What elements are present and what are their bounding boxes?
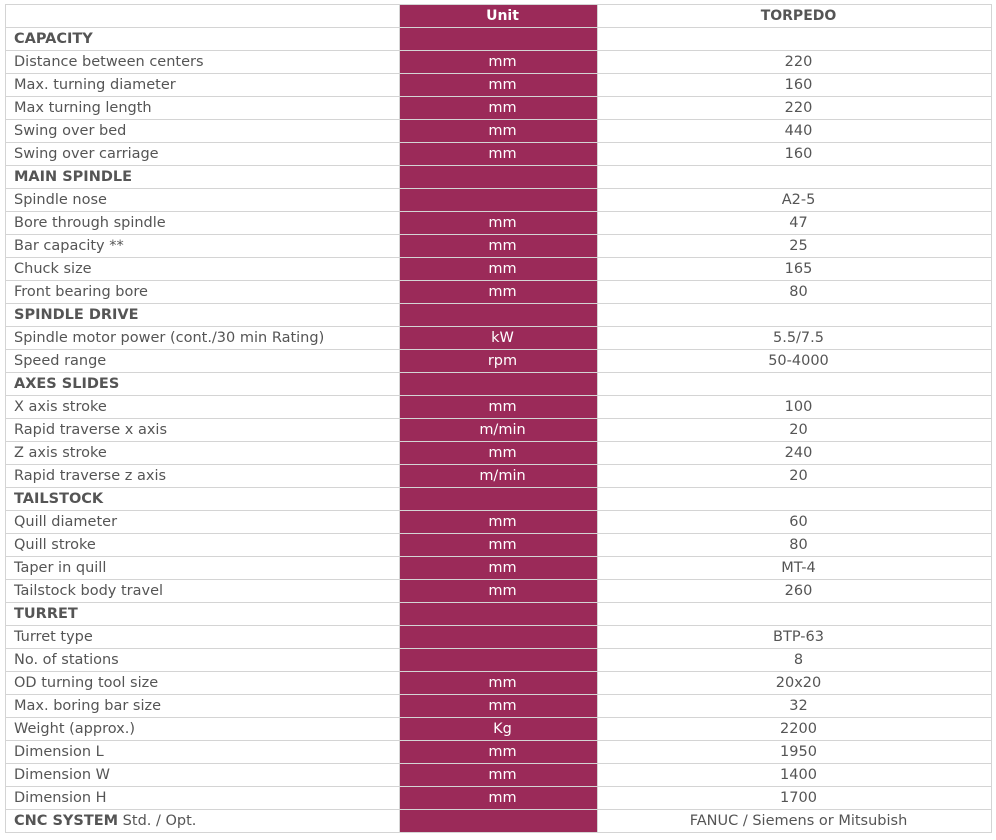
parameter-label: Spindle motor power (cont./30 min Rating) <box>6 327 400 350</box>
parameter-label: Tailstock body travel <box>6 580 400 603</box>
value-cell: 100 <box>598 396 992 419</box>
value-cell: 20 <box>598 465 992 488</box>
table-row <box>6 51 992 74</box>
parameter-label-suffix: Std. / Opt. <box>118 813 197 829</box>
value-cell: 1950 <box>598 741 992 764</box>
unit-cell: mm <box>400 97 598 120</box>
unit-cell <box>400 166 598 189</box>
unit-cell: mm <box>400 672 598 695</box>
section-heading: SPINDLE DRIVE <box>6 304 400 327</box>
value-cell: FANUC / Siemens or Mitsubish <box>598 810 992 833</box>
table-row <box>6 649 992 672</box>
section-row <box>6 28 992 51</box>
parameter-label: Rapid traverse x axis <box>6 419 400 442</box>
section-row <box>6 373 992 396</box>
value-cell: 1400 <box>598 764 992 787</box>
section-row <box>6 166 992 189</box>
parameter-label: Dimension W <box>6 764 400 787</box>
unit-cell: m/min <box>400 465 598 488</box>
parameter-label: Dimension L <box>6 741 400 764</box>
table-row <box>6 764 992 787</box>
value-cell <box>598 488 992 511</box>
table-row <box>6 396 992 419</box>
value-cell <box>598 166 992 189</box>
section-row <box>6 488 992 511</box>
unit-cell: rpm <box>400 350 598 373</box>
parameter-label: Chuck size <box>6 258 400 281</box>
header-parameter-cell <box>6 5 400 28</box>
value-cell: 50-4000 <box>598 350 992 373</box>
value-cell: 1700 <box>598 787 992 810</box>
header-unit-cell: Unit <box>400 5 598 28</box>
unit-cell: mm <box>400 787 598 810</box>
parameter-label: Weight (approx.) <box>6 718 400 741</box>
parameter-label: Z axis stroke <box>6 442 400 465</box>
parameter-label: No. of stations <box>6 649 400 672</box>
unit-cell: mm <box>400 212 598 235</box>
unit-cell: mm <box>400 143 598 166</box>
section-heading: MAIN SPINDLE <box>6 166 400 189</box>
section-heading: TURRET <box>6 603 400 626</box>
table-row <box>6 810 992 833</box>
table-row <box>6 189 992 212</box>
parameter-label-bold: CNC SYSTEM <box>14 813 119 829</box>
value-cell: 32 <box>598 695 992 718</box>
section-heading: CAPACITY <box>6 28 400 51</box>
unit-cell: kW <box>400 327 598 350</box>
unit-cell: mm <box>400 442 598 465</box>
table-header-row <box>6 5 992 28</box>
value-cell: 80 <box>598 534 992 557</box>
unit-cell: mm <box>400 120 598 143</box>
parameter-label: Taper in quill <box>6 557 400 580</box>
table-row <box>6 235 992 258</box>
value-cell: 165 <box>598 258 992 281</box>
value-cell <box>598 603 992 626</box>
table-row <box>6 419 992 442</box>
value-cell: 8 <box>598 649 992 672</box>
parameter-label: X axis stroke <box>6 396 400 419</box>
value-cell: 20x20 <box>598 672 992 695</box>
parameter-label: Rapid traverse z axis <box>6 465 400 488</box>
table-row <box>6 350 992 373</box>
value-cell: 5.5/7.5 <box>598 327 992 350</box>
unit-cell <box>400 373 598 396</box>
unit-cell: mm <box>400 695 598 718</box>
table-row <box>6 212 992 235</box>
table-row <box>6 718 992 741</box>
value-cell <box>598 28 992 51</box>
parameter-label: OD turning tool size <box>6 672 400 695</box>
table-row <box>6 534 992 557</box>
parameter-label: Bore through spindle <box>6 212 400 235</box>
value-cell: 20 <box>598 419 992 442</box>
parameter-label: Quill stroke <box>6 534 400 557</box>
value-cell: BTP-63 <box>598 626 992 649</box>
unit-cell <box>400 649 598 672</box>
unit-cell: mm <box>400 580 598 603</box>
parameter-label: Quill diameter <box>6 511 400 534</box>
value-cell: 160 <box>598 143 992 166</box>
unit-cell: mm <box>400 74 598 97</box>
table-row <box>6 97 992 120</box>
table-row <box>6 787 992 810</box>
parameter-label: Speed range <box>6 350 400 373</box>
section-heading: TAILSTOCK <box>6 488 400 511</box>
parameter-label: Max turning length <box>6 97 400 120</box>
unit-cell: mm <box>400 235 598 258</box>
value-cell: 220 <box>598 51 992 74</box>
value-cell: 60 <box>598 511 992 534</box>
section-heading: AXES SLIDES <box>6 373 400 396</box>
table-row <box>6 580 992 603</box>
parameter-label: Swing over bed <box>6 120 400 143</box>
value-cell: 80 <box>598 281 992 304</box>
unit-cell: mm <box>400 741 598 764</box>
value-cell <box>598 373 992 396</box>
value-cell: 440 <box>598 120 992 143</box>
table-row <box>6 741 992 764</box>
unit-cell: mm <box>400 281 598 304</box>
unit-cell <box>400 28 598 51</box>
unit-cell <box>400 810 598 833</box>
unit-cell <box>400 304 598 327</box>
parameter-label: Bar capacity ** <box>6 235 400 258</box>
table-row <box>6 465 992 488</box>
unit-cell: mm <box>400 557 598 580</box>
parameter-label: Max. boring bar size <box>6 695 400 718</box>
unit-cell: mm <box>400 764 598 787</box>
unit-cell <box>400 488 598 511</box>
table-row <box>6 557 992 580</box>
value-cell: 25 <box>598 235 992 258</box>
section-row <box>6 304 992 327</box>
table-row <box>6 120 992 143</box>
unit-cell <box>400 626 598 649</box>
header-model-cell: TORPEDO <box>598 5 992 28</box>
value-cell: 240 <box>598 442 992 465</box>
parameter-label: Distance between centers <box>6 51 400 74</box>
specifications-table <box>5 4 992 833</box>
specifications-body <box>6 28 992 833</box>
parameter-label <box>6 810 400 833</box>
value-cell: MT-4 <box>598 557 992 580</box>
table-row <box>6 258 992 281</box>
value-cell: 160 <box>598 74 992 97</box>
value-cell: 2200 <box>598 718 992 741</box>
table-row <box>6 74 992 97</box>
table-row <box>6 442 992 465</box>
parameter-label: Front bearing bore <box>6 281 400 304</box>
unit-cell: Kg <box>400 718 598 741</box>
unit-cell: mm <box>400 396 598 419</box>
unit-cell <box>400 603 598 626</box>
table-row <box>6 511 992 534</box>
parameter-label: Max. turning diameter <box>6 74 400 97</box>
unit-cell: mm <box>400 511 598 534</box>
parameter-label: Spindle nose <box>6 189 400 212</box>
unit-cell <box>400 189 598 212</box>
unit-cell: mm <box>400 534 598 557</box>
table-row <box>6 327 992 350</box>
value-cell: 260 <box>598 580 992 603</box>
value-cell <box>598 304 992 327</box>
section-row <box>6 603 992 626</box>
parameter-label: Swing over carriage <box>6 143 400 166</box>
value-cell: 220 <box>598 97 992 120</box>
table-row <box>6 281 992 304</box>
table-row <box>6 626 992 649</box>
table-row <box>6 672 992 695</box>
value-cell: 47 <box>598 212 992 235</box>
value-cell: A2-5 <box>598 189 992 212</box>
unit-cell: mm <box>400 258 598 281</box>
parameter-label: Turret type <box>6 626 400 649</box>
parameter-label: Dimension H <box>6 787 400 810</box>
unit-cell: m/min <box>400 419 598 442</box>
unit-cell: mm <box>400 51 598 74</box>
table-row <box>6 143 992 166</box>
table-row <box>6 695 992 718</box>
